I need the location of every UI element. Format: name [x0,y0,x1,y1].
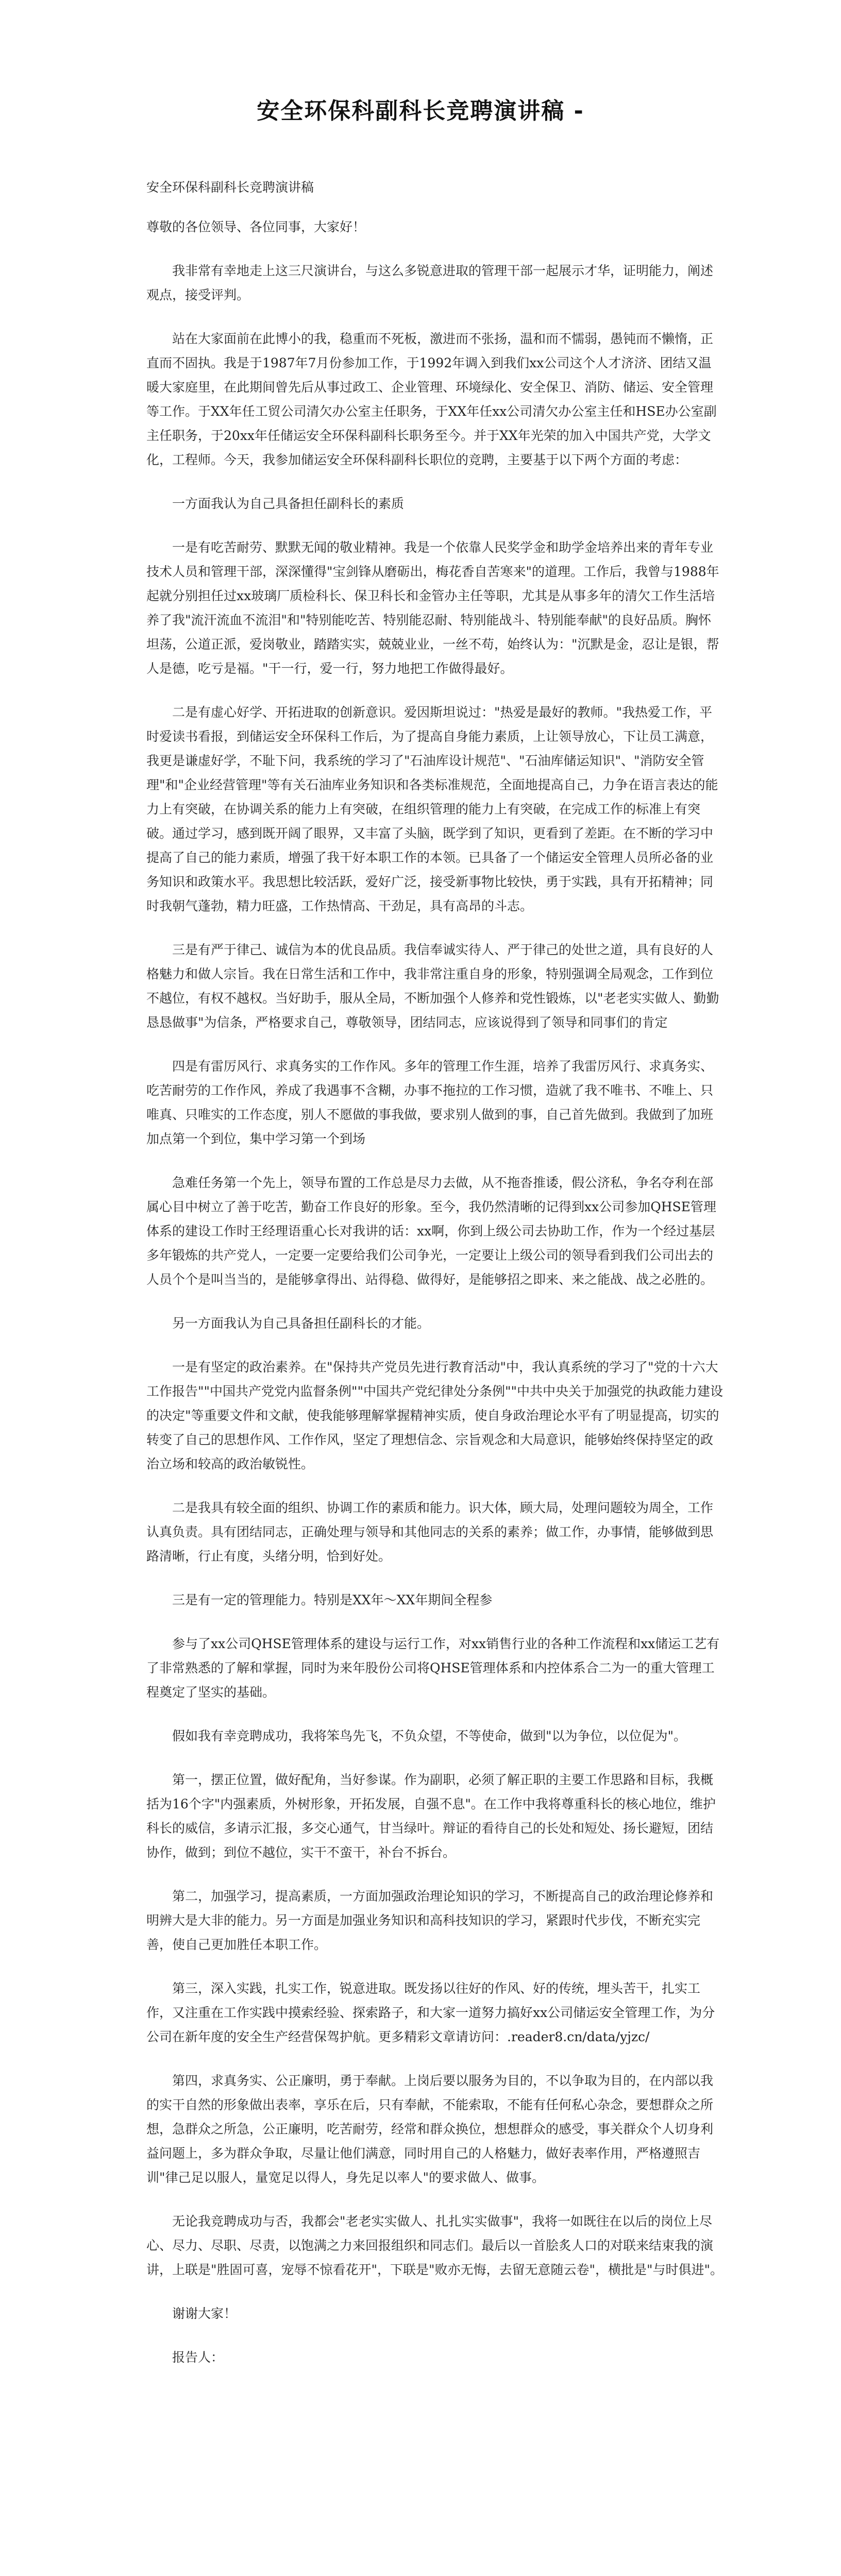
paragraph-ability-2: 二是我具有较全面的组织、协调工作的素质和能力。识大体，顾大局，处理问题较为周全，工作认真负责。具有团结同志，正确处理与领导和其他同志的关系的素养；做工作，办事情，能够做到思路清晰，行止有度，头绪分明，恰到好处。 [146,1500,714,1564]
paragraph-quality-1: 一是有吃苦耐劳、默默无闻的敬业精神。我是一个依靠人民奖学金和助学金培养出来的青年专业技术人员和管理干部，深深懂得"宝剑锋从磨砺出，梅花香自苦寒来"的道理。工作后，我曾与1988年起就分别担任过xx玻璃厂质检科长、保卫科长和金管办主任等职，尤其是从事多年的清欠工作生活培养了我"流汗流血不流泪"和"特别能吃苦、特别能忍耐、特别能战斗、特别能奉献"的良好品质。胸怀坦荡，公道正派，爱岗敬业，踏踏实实，兢兢业业，一丝不苟，始终认为："沉默是金，忍让是银，帮人是德，吃亏是福。"干一行，爱一行，努力地把工作做得最好。 [146,540,719,676]
paragraph-plan-2: 第二，加强学习，提高素质，一方面加强政治理论知识的学习，不断提高自己的政治理论修养和明辨大是大非的能力。另一方面是加强业务知识和高科技知识的学习，紧跟时代步伐，不断充实完善，使自己更加胜任本职工作。 [146,1889,714,1952]
document-subtitle: 安全环保科副科长竞聘演讲稿 [146,180,314,195]
paragraph-quality-4: 四是有雷厉风行、求真务实的工作作风。多年的管理工作生涯，培养了我雷厉风行、求真务实、吃苦耐劳的工作作风，养成了我遇事不含糊，办事不拖拉的工作习惯，造就了我不唯书、不唯上、只唯真、只唯实的工作态度，别人不愿做的事我做，要求别人做到的事，自己首先做到。我做到了加班加点第一个到位，集中学习第一个到场 [146,1059,714,1146]
paragraph-plan-1: 第一，摆正位置，做好配角，当好参谋。作为副职，必须了解正职的主要工作思路和目标，我概括为16个字"内强素质，外树形象，开拓发展，自强不息"。在工作中我将尊重科长的核心地位，维护科长的威信，多请示汇报，多交心通气，甘当绿叶。辩证的看待自己的长处和短处、扬长避短，团结协作，做到；到位不越位，实干不蛮干，补台不拆台。 [146,1772,716,1860]
paragraph-plan-3: 第三，深入实践，扎实工作，锐意进取。既发扬以往好的作风、好的传统，埋头苦干，扎实工作，又注重在工作实践中摸索经验、探索路子，和大家一道努力搞好xx公司储运安全管理工作，为分公司在新年度的安全生产经营保驾护航。更多精彩文章请访问：.reader8.cn/data/yjzc/ [146,1981,715,2044]
paragraph-ability-1: 一是有坚定的政治素养。在"保持共产党员先进行教育活动"中，我认真系统的学习了"党的十六大工作报告""中国共产党党内监督条例""中国共产党纪律处分条例""中共中央关于加强党的执政能力建设的决定"等重要文件和文献，使我能够理解掌握精神实质，使自身政治理论水平有了明显提高，切实的转变了自己的思想作风、工作作风，坚定了理想信念、宗旨观念和大局意识，能够始终保持坚定的政治立场和较高的政治敏锐性。 [146,1360,723,1471]
paragraph-plan-4: 第四，求真务实、公正廉明，勇于奉献。上岗后要以服务为目的，不以争取为目的，在内部以我的实干自然的形象做出表率，享乐在后，只有奉献，不能索取，不能有任何私心杂念，要想群众之所想，急群众之所急，公正廉明，吃苦耐劳，经常和群众换位，想想群众的感受，事关群众个人切身利益问题上，多为群众争取，尽量让他们满意，同时用自己的人格魅力，做好表率作用，严格遵照吉训"律己足以服人，量宽足以得人，身先足以率人"的要求做人、做事。 [146,2073,714,2185]
salutation: 尊敬的各位领导、各位同事，大家好！ [146,219,366,234]
paragraph-ability-3-cont: 参与了xx公司QHSE管理体系的建设与运行工作，对xx销售行业的各种工作流程和xx储运工艺有了非常熟悉的了解和掌握，同时为来年股份公司将QHSE管理体系和内控体系合二为一的重大管理工程奠定了坚实的基础。 [146,1636,720,1700]
paragraph-pledge: 假如我有幸竞聘成功，我将笨鸟先飞，不负众望，不等使命，做到"以为争位，以位促为"。 [172,1728,687,1743]
page-title: 安全环保科副科长竞聘演讲稿 - [257,98,584,125]
paragraph-background: 站在大家面前在此博小的我，稳重而不死板，激进而不张扬，温和而不懦弱，愚钝而不懒惰，正直而不固执。我是于1987年7月份参加工作，于1992年调入到我们xx公司这个人才济济、团结又温暖大家庭里，在此期间曾先后从事过政工、企业管理、环境绿化、安全保卫、消防、储运、安全管理等工作。于XX年任工贸公司清欠办公室主任职务，于XX年任xx公司清欠办公室主任和HSE办公室副主任职务，于20xx年任储运安全环保科副科长职务至今。并于XX年光荣的加入中国共产党，大学文化，工程师。今天，我参加储运安全环保科副科长职位的竞聘，主要基于以下两个方面的考虑： [146,331,717,467]
article-body [146,175,724,2389]
section-heading-qualities: 一方面我认为自己具备担任副科长的素质 [172,496,405,511]
section-heading-abilities: 另一方面我认为自己具备担任副科长的才能。 [172,1316,430,1331]
closing-thanks: 谢谢大家！ [172,2306,237,2321]
paragraph-conclusion: 无论我竞聘成功与否，我都会"老老实实做人、扎扎实实做事"，我将一如既往在以后的岗位上尽心、尽力、尽职、尽责，以饱满之力来回报组织和同志们。最后以一首脍炙人口的对联来结束我的演讲，上联是"胜固可喜，宠辱不惊看花开"，下联是"败亦无悔，去留无意随云卷"，横批是"与时俱进"。 [146,2214,723,2277]
paragraph-quality-4-cont: 急难任务第一个先上，领导布置的工作总是尽力去做，从不拖沓推诿，假公济私，争名夺利在部属心目中树立了善于吃苦，勤奋工作良好的形象。至今，我仍然清晰的记得到xx公司参加QHSE管理体系的建设工作时王经理语重心长对我讲的话：xx啊，你到上级公司去协助工作，作为一个经过基层多年锻炼的共产党人，一定要一定要给我们公司争光，一定要让上级公司的领导看到我们公司出去的人员个个是叫当当的，是能够拿得出、站得稳、做得好，是能够招之即来、来之能战、战之必胜的。 [146,1175,716,1287]
reporter-line: 报告人： [172,2350,224,2365]
paragraph-quality-3: 三是有严于律己、诚信为本的优良品质。我信奉诚实待人、严于律己的处世之道，具有良好的人格魅力和做人宗旨。我在日常生活和工作中，我非常注重自身的形象，特别强调全局观念，工作到位不越位，有权不越权。当好助手，服从全局，不断加强个人修养和党性锻炼，以"老老实实做人、勤勤恳恳做事"为信条，严格要求自己，尊敬领导，团结同志，应该说得到了领导和同事们的肯定 [146,942,719,1030]
paragraph-quality-2: 二是有虚心好学、开拓进取的创新意识。爱因斯坦说过："热爱是最好的教师。"我热爱工作，平时爱读书看报，到储运安全环保科工作后，为了提高自身能力素质，上让领导放心，下让员工满意，我更是谦虚好学，不耻下问，我系统的学习了"石油库设计规范"、"石油库储运知识"、"消防安全管理"和"企业经营管理"等有关石油库业务知识和各类标准规范，全面地提高自己，力争在语言表达的能力上有突破，在协调关系的能力上有突破，在组织管理的能力上有突破，在完成工作的标准上有突破。通过学习，感到既开阔了眼界，又丰富了头脑，既学到了知识，更看到了差距。在不断的学习中提高了自己的能力素质，增强了我干好本职工作的本领。已具备了一个储运安全管理人员所必备的业务知识和政策水平。我思想比较活跃，爱好广泛，接受新事物比较快，勇于实践，具有开拓精神；同时我朝气蓬勃，精力旺盛，工作热情高、干劲足，具有高昂的斗志。 [146,705,718,913]
paragraph-ability-3: 三是有一定的管理能力。特别是XX年～XX年期间全程参 [172,1592,493,1607]
paragraph-intro: 我非常有幸地走上这三尺演讲台，与这么多锐意进取的管理干部一起展示才华，证明能力，阐述观点，接受评判。 [146,263,714,302]
